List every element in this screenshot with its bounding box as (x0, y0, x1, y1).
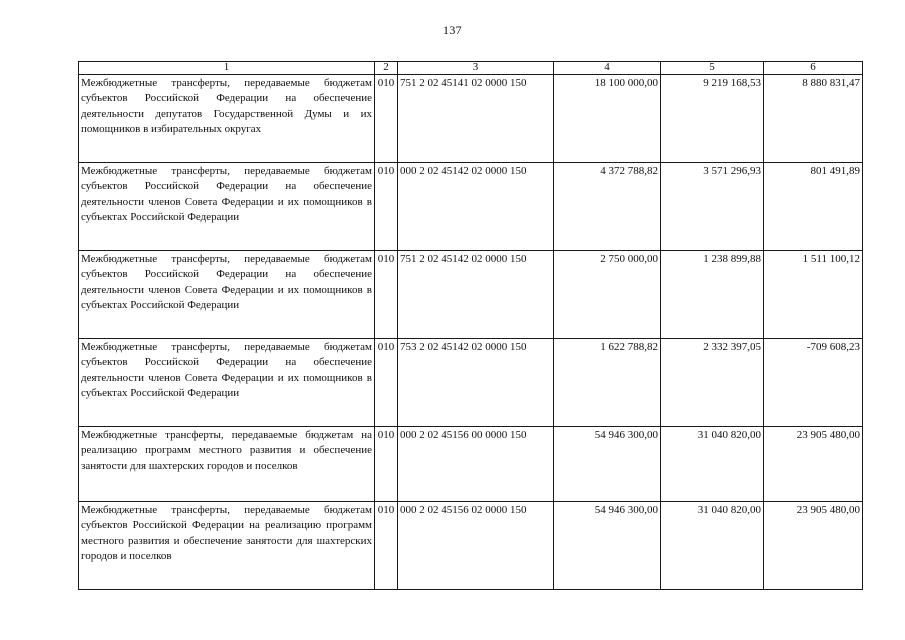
row-code: 000 2 02 45142 02 0000 150 (398, 163, 554, 251)
row-col6: 23 905 480,00 (764, 502, 863, 590)
row-col4: 54 946 300,00 (554, 427, 661, 502)
row-chapter: 010 (375, 163, 398, 251)
header-col-6: 6 (764, 62, 863, 75)
row-col4: 18 100 000,00 (554, 75, 661, 163)
row-col4: 54 946 300,00 (554, 502, 661, 590)
row-code: 000 2 02 45156 02 0000 150 (398, 502, 554, 590)
table-row (79, 163, 863, 251)
row-chapter: 010 (375, 339, 398, 427)
row-col4: 4 372 788,82 (554, 163, 661, 251)
row-col5: 3 571 296,93 (661, 163, 764, 251)
row-name: Межбюджетные трансферты, передаваемые бюджетам субъектов Российской Федерации на обеспечение деятельности депутатов Государственной Думы и их помощников в избирательных округах (79, 75, 375, 163)
row-name: Межбюджетные трансферты, передаваемые бюджетам на реализацию программ местного развития и обеспечение занятости для шахтерских городов и поселков (79, 427, 375, 502)
table-row (79, 251, 863, 339)
row-col5: 1 238 899,88 (661, 251, 764, 339)
row-col6: 8 880 831,47 (764, 75, 863, 163)
row-code: 751 2 02 45142 02 0000 150 (398, 251, 554, 339)
header-col-2: 2 (375, 62, 398, 75)
budget-table (78, 61, 863, 590)
row-name: Межбюджетные трансферты, передаваемые бюджетам субъектов Российской Федерации на обеспечение деятельности членов Совета Федерации и их помощников в субъектах Российской Федерации (79, 339, 375, 427)
row-code: 000 2 02 45156 00 0000 150 (398, 427, 554, 502)
row-col5: 9 219 168,53 (661, 75, 764, 163)
table-row (79, 502, 863, 590)
row-col6: 1 511 100,12 (764, 251, 863, 339)
row-chapter: 010 (375, 427, 398, 502)
row-col6: 801 491,89 (764, 163, 863, 251)
row-col6: -709 608,23 (764, 339, 863, 427)
page-number: 137 (443, 23, 462, 37)
header-col-1: 1 (79, 62, 375, 75)
row-col4: 1 622 788,82 (554, 339, 661, 427)
row-name: Межбюджетные трансферты, передаваемые бюджетам субъектов Российской Федерации на реализацию программ местного развития и обеспечение занятости для шахтерских городов и поселков (79, 502, 375, 590)
header-col-4: 4 (554, 62, 661, 75)
header-col-5: 5 (661, 62, 764, 75)
row-name: Межбюджетные трансферты, передаваемые бюджетам субъектов Российской Федерации на обеспечение деятельности членов Совета Федерации и их помощников в субъектах Российской Федерации (79, 251, 375, 339)
row-col6: 23 905 480,00 (764, 427, 863, 502)
row-chapter: 010 (375, 251, 398, 339)
row-col5: 2 332 397,05 (661, 339, 764, 427)
row-name: Межбюджетные трансферты, передаваемые бюджетам субъектов Российской Федерации на обеспечение деятельности членов Совета Федерации и их помощников в субъектах Российской Федерации (79, 163, 375, 251)
row-chapter: 010 (375, 75, 398, 163)
header-col-3: 3 (398, 62, 554, 75)
row-col5: 31 040 820,00 (661, 502, 764, 590)
table-row (79, 339, 863, 427)
row-col4: 2 750 000,00 (554, 251, 661, 339)
table-row (79, 427, 863, 502)
row-chapter: 010 (375, 502, 398, 590)
row-code: 753 2 02 45142 02 0000 150 (398, 339, 554, 427)
table-row (79, 75, 863, 163)
table-header-row (79, 62, 863, 75)
row-code: 751 2 02 45141 02 0000 150 (398, 75, 554, 163)
row-col5: 31 040 820,00 (661, 427, 764, 502)
